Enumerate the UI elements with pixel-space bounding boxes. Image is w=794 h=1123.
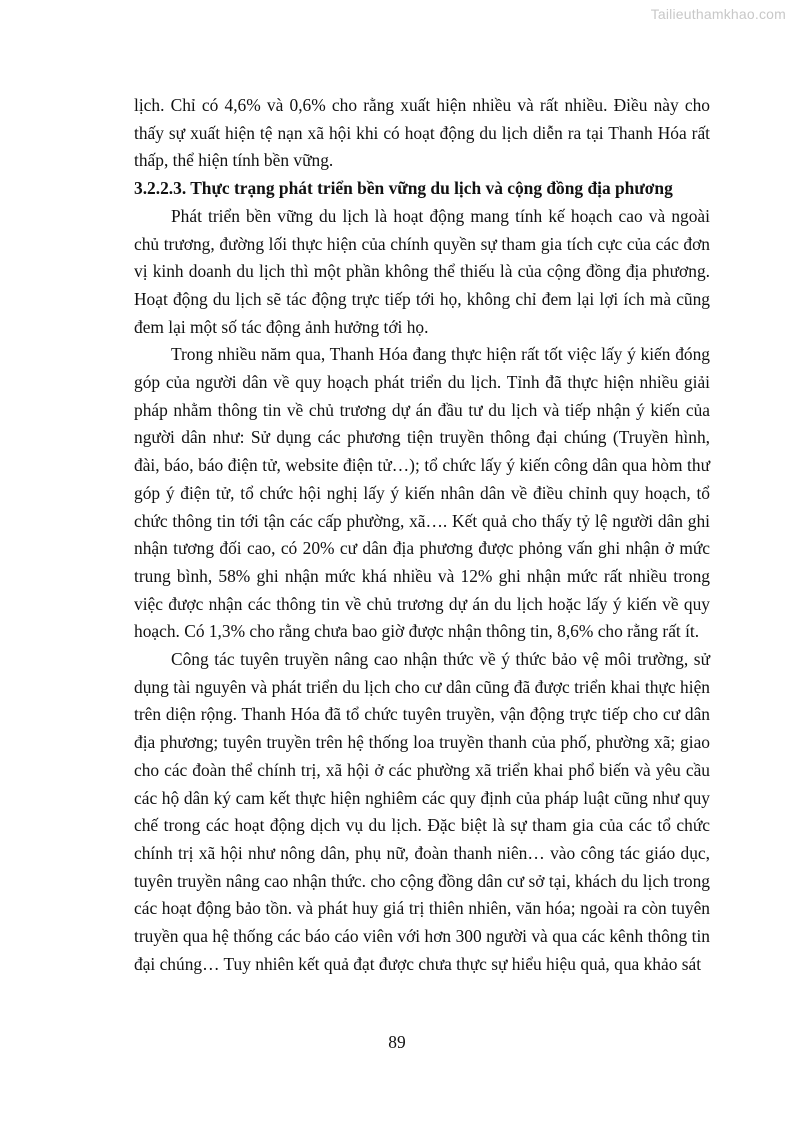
paragraph: Công tác tuyên truyền nâng cao nhận thức về ý thức bảo vệ môi trường, sử dụng tài nguyên và phát triển du lịch cho cư dân cũng đã được triển khai thực hiện trên diện rộng. Thanh Hóa đã tổ chức tuyên truyền, vận động trực tiếp cho cư dân địa phương; tuyên truyền trên hệ thống loa truyền thanh của phố, phường xã; giao cho các đoàn thể chính trị, xã hội ở các phường xã triển khai phổ biến và yêu cầu các hộ dân ký cam kết thực hiện nghiêm các quy định của pháp luật cũng như quy chế trong các hoạt động dịch vụ du lịch. Đặc biệt là sự tham gia của các tổ chức chính trị xã hội như nông dân, phụ nữ, đoàn thanh niên… vào công tác giáo dục, tuyên truyền nâng cao nhận thức. cho cộng đồng dân cư sở tại, khách du lịch trong các hoạt động bảo tồn. và phát huy giá trị thiên nhiên, văn hóa; ngoài ra còn tuyên truyền qua hệ thống các báo cáo viên với hơn 300 người và qua các kênh thông tin đại chúng… Tuy nhiên kết quả đạt được chưa thực sự hiểu hiệu quả, qua khảo sát bbox=[134, 649, 710, 974]
section-heading: 3.2.2.3. Thực trạng phát triển bền vững du lịch và cộng đồng địa phương bbox=[134, 178, 673, 199]
paragraph: Trong nhiều năm qua, Thanh Hóa đang thực hiện rất tốt việc lấy ý kiến đóng góp của người dân về quy hoạch phát triển du lịch. Tỉnh đã thực hiện nhiều giải pháp nhằm thông tin về chủ trương dự án đầu tư du lịch và tiếp nhận ý kiến của người dân như: Sử dụng các phương tiện truyền thông đại chúng (Truyền hình, đài, báo, báo điện tử, website điện tử…); tổ chức lấy ý kiến công dân qua hòm thư góp ý điện tử, tổ chức hội nghị lấy ý kiến nhân dân về điều chỉnh quy hoạch, tổ chức thông tin tới tận các cấp phường, xã…. Kết quả cho thấy tỷ lệ người dân ghi nhận tương đối cao, có 20% cư dân địa phương được phỏng vấn ghi nhận ở mức trung bình, 58% ghi nhận mức khá nhiều và 12% ghi nhận mức rất nhiều trong việc được nhận các thông tin về chủ trương dự án du lịch hoặc lấy ý kiến về quy hoạch. Có 1,3% cho rằng chưa bao giờ được nhận thông tin, 8,6% cho rằng rất ít. bbox=[134, 344, 710, 642]
watermark: Tailieuthamkhao.com bbox=[650, 6, 786, 22]
paragraph-continuation: lịch. Chỉ có 4,6% và 0,6% cho rằng xuất hiện nhiều và rất nhiều. Điều này cho thấy sự xuất hiện tệ nạn xã hội khi có hoạt động du lịch diễn ra tại Thanh Hóa rất thấp, thể hiện tính bền vững. bbox=[134, 95, 710, 171]
page-number: 89 bbox=[388, 1032, 406, 1052]
document-body bbox=[134, 92, 710, 979]
paragraph: Phát triển bền vững du lịch là hoạt động mang tính kế hoạch cao và ngoài chủ trương, đường lối thực hiện của chính quyền sự tham gia tích cực của các đơn vị kinh doanh du lịch thì một phần không thể thiếu là của cộng đồng địa phương. Hoạt động du lịch sẽ tác động trực tiếp tới họ, không chỉ đem lại lợi ích mà cũng đem lại một số tác động ảnh hưởng tới họ. bbox=[134, 205, 710, 337]
